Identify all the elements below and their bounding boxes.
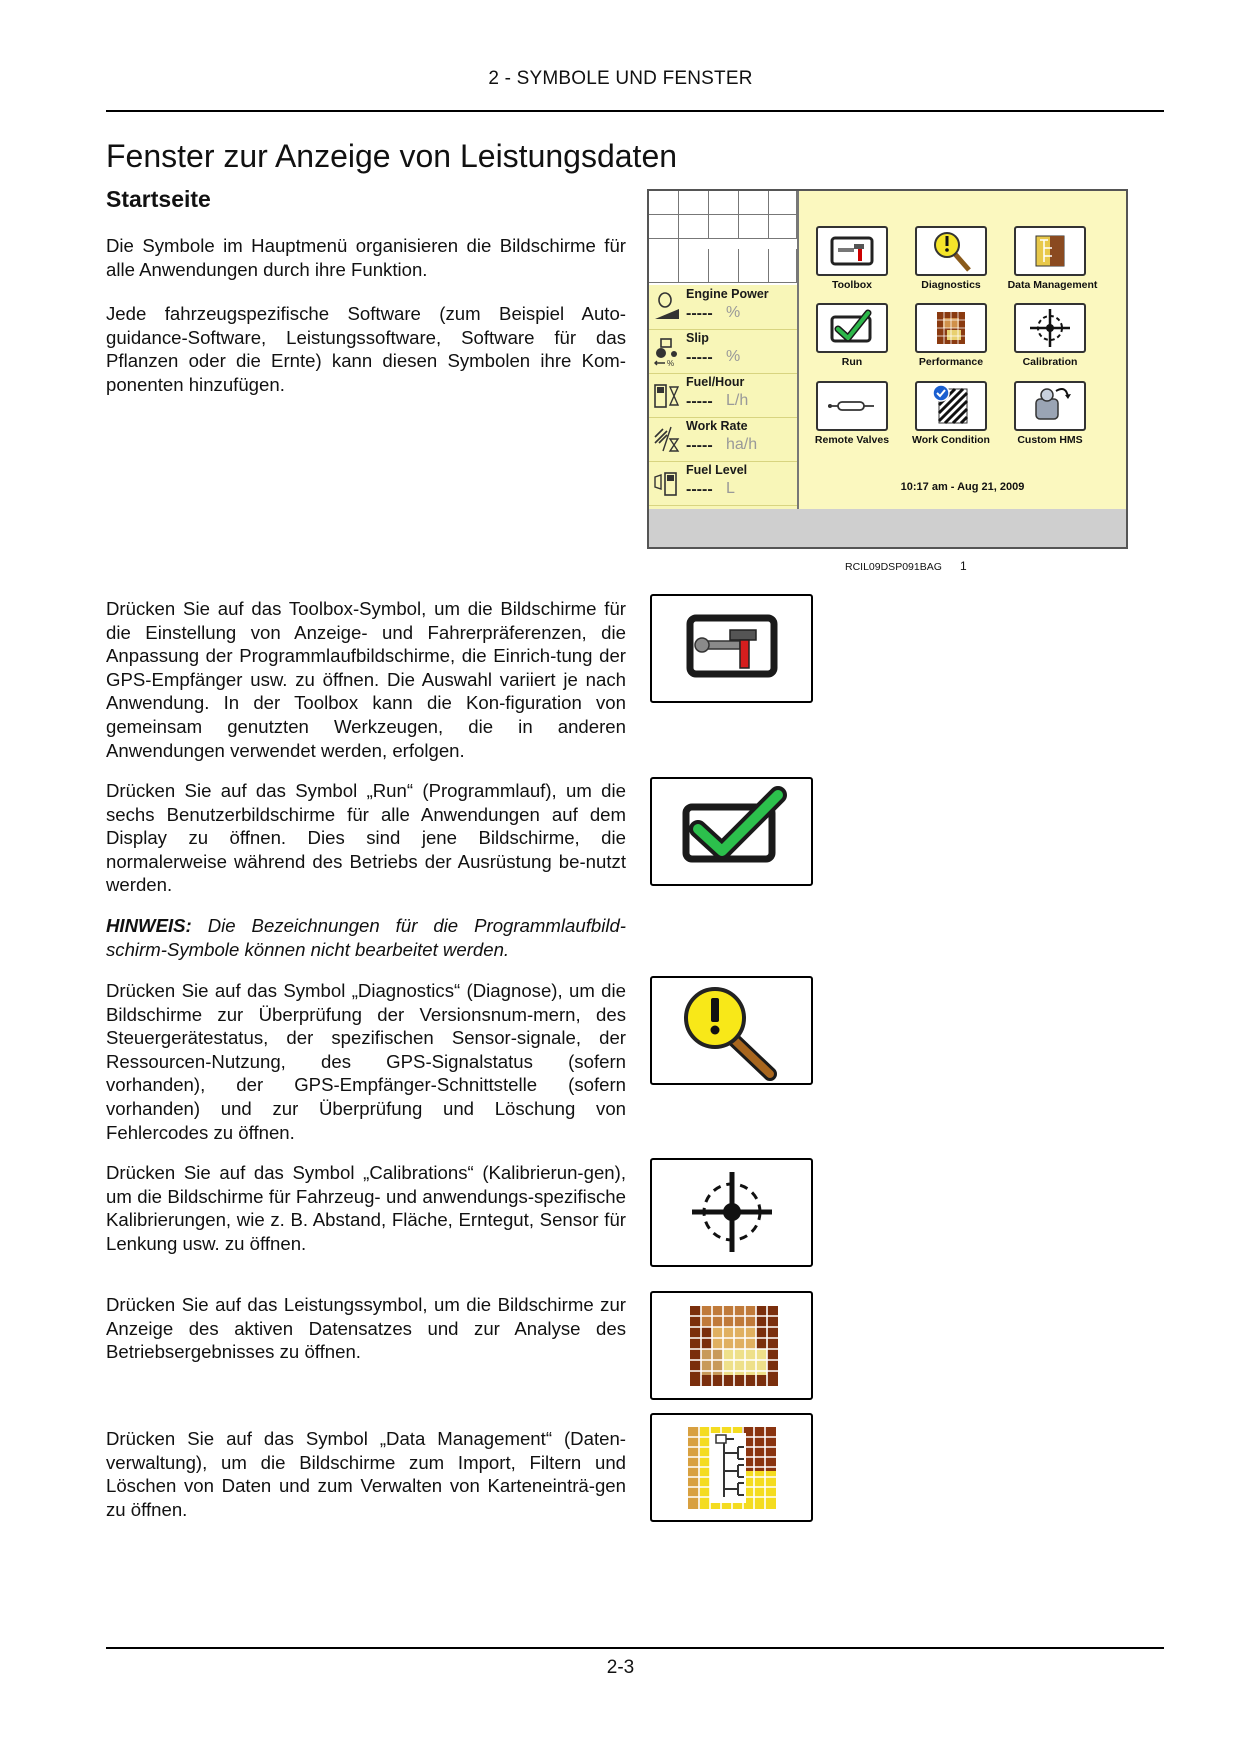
svg-text:%: %: [667, 359, 675, 367]
data-management-icon: [1016, 228, 1084, 274]
metric-label: Slip: [686, 331, 709, 345]
tile-custom-hms[interactable]: [1014, 381, 1086, 431]
data-management-icon: [652, 1415, 811, 1520]
tile-work-condition[interactable]: [915, 381, 987, 431]
toolbox-description: Drücken Sie auf das Toolbox-Symbol, um die Bildschirme für die Einstellung von Anzeige- und Fahrerpräferenzen, die Anpassung der Programmlaufbildschirme, die Einrich-tung der GPS-Empfänger usw. zu öffnen. Die Auswahl variiert je nach Anwendung. In der Toolbox kann die Kon-figuration von gemeinsam genutzten Werkzeugen, die in anderen Anwendungen verwendet werden, erfolgen.: [106, 598, 626, 761]
tile-calibration[interactable]: [1014, 303, 1086, 353]
calibration-description: Drücken Sie auf das Symbol „Calibrations“ (Kalibrierun-gen), um die Bildschirme für Fahrzeug- und anwendungs-spezifische Kalibrierungen, wie z. B. Abstand, Fläche, Erntegut, Sensor für Lenkung usw. zu öffnen.: [106, 1162, 626, 1254]
tile-label: Performance: [918, 356, 984, 368]
tile-data-management[interactable]: [1014, 226, 1086, 276]
metric-value: -----: [686, 481, 713, 498]
metric-value: -----: [686, 437, 713, 454]
metric-value: -----: [686, 349, 713, 366]
remote-valves-icon: [818, 383, 886, 429]
metric-slip: [649, 329, 797, 374]
figure-caption: RCIL09DSP091BAG: [845, 561, 942, 573]
metric-work-rate: [649, 417, 797, 462]
intro-paragraph-2: Jede fahrzeugspezifische Software (zum Beispiel Auto-guidance-Software, Leistungssoftware, Software für das Pflanzen oder die Ernte) kann diesen Symbolen ihre Kom-ponenten hinzufügen.: [106, 303, 626, 395]
engine-icon: [653, 291, 681, 323]
home-screen-figure: [647, 189, 1128, 549]
custom-hms-icon: [1016, 383, 1084, 429]
data-management-icon-large: [650, 1413, 813, 1522]
run-icon-large: [650, 777, 813, 886]
run-description: Drücken Sie auf das Symbol „Run“ (Programmlauf), um die sechs Benutzerbildschirme für alle Anwendungen auf dem Display zu öffnen. Dies sind jene Bildschirme, die normalerweise während des Betriebs der Ausrüstung be-nutzt werden.: [106, 780, 626, 896]
calibration-icon: [1016, 305, 1084, 351]
metric-fuel-hour: [649, 373, 797, 418]
tile-label: Diagnostics: [921, 279, 981, 291]
screen-status-bar: [649, 509, 1126, 547]
metric-value: -----: [686, 305, 713, 322]
tile-run[interactable]: [816, 303, 888, 353]
toolbox-icon-large: [650, 594, 813, 703]
tile-performance[interactable]: [915, 303, 987, 353]
metric-label: Fuel Level: [686, 463, 748, 477]
metric-unit: L: [726, 480, 735, 497]
tile-toolbox[interactable]: [816, 226, 888, 276]
intro-paragraph-1: Die Symbole im Hauptmenü organisieren die Bildschirme für alle Anwendungen durch ihre Funktion.: [106, 235, 626, 280]
note-label: HINWEIS:: [106, 915, 192, 936]
work-condition-icon: [917, 383, 985, 429]
performance-icon: [652, 1293, 811, 1398]
diagnostics-icon: [652, 978, 811, 1083]
page-number: 2-3: [606, 1657, 635, 1678]
fuel-hour-icon: [653, 379, 681, 411]
metric-label: Engine Power: [686, 287, 769, 301]
tile-label: Data Management: [1007, 279, 1098, 291]
running-header: 2 - SYMBOLE UND FENSTER: [488, 68, 753, 89]
run-icon: [652, 779, 811, 884]
page-title: Fenster zur Anzeige von Leistungsdaten: [106, 138, 678, 174]
header-rule: [106, 110, 1164, 112]
metric-unit: %: [726, 348, 741, 365]
tile-remote-valves[interactable]: [816, 381, 888, 431]
tile-label: Custom HMS: [1017, 434, 1083, 446]
diagnostics-icon-large: [650, 976, 813, 1085]
work-rate-icon: [653, 423, 681, 455]
performance-icon-large: [650, 1291, 813, 1400]
toolbox-icon: [652, 596, 811, 701]
tile-label: Run: [841, 356, 863, 368]
note-paragraph: [106, 914, 626, 961]
diagnostics-icon: [917, 228, 985, 274]
figure-number: 1: [960, 559, 967, 573]
screen-grid-area: [649, 191, 799, 285]
metric-value: -----: [686, 393, 713, 410]
metric-unit: ha/h: [726, 436, 758, 453]
metric-unit: L/h: [726, 392, 749, 409]
metrics-panel: [649, 285, 799, 509]
metric-label: Fuel/Hour: [686, 375, 745, 389]
tile-label: Work Condition: [912, 434, 990, 446]
section-subtitle: Startseite: [106, 186, 211, 212]
diagnostics-description: Drücken Sie auf das Symbol „Diagnostics“ (Diagnose), um die Bildschirme zur Überprüfung der Versionsnum-mern, des Steuergerätestatus, der spezifischen Sensor-signale, der Ressourcen-Nutzung, des GPS-Signalstatus (sofern vorhanden), der GPS-Empfänger-Schnittstelle (sofern vorhanden) und zur Überprüfung und Löschung von Fehlercodes zu öffnen.: [106, 980, 626, 1143]
metric-fuel-level: [649, 461, 797, 506]
toolbox-icon: [818, 228, 886, 274]
metric-engine-power: [649, 285, 797, 330]
screen-timestamp: 10:17 am - Aug 21, 2009: [900, 481, 1025, 493]
note-text: Die Bezeichnungen für die Programmlaufbild-schirm-Symbole können nicht bearbeitet werden.: [106, 915, 626, 960]
footer-rule: [106, 1647, 1164, 1649]
performance-description: Drücken Sie auf das Leistungssymbol, um die Bildschirme zur Anzeige des aktiven Datensatzes und zur Analyse des Betriebsergebnisses zu öffnen.: [106, 1294, 626, 1363]
menu-tiles-panel: [799, 191, 1126, 509]
metric-unit: %: [726, 304, 741, 321]
tile-label: Toolbox: [831, 279, 873, 291]
fuel-level-icon: [653, 467, 681, 499]
performance-icon: [917, 305, 985, 351]
metric-label: Work Rate: [686, 419, 748, 433]
data-management-description: Drücken Sie auf das Symbol „Data Management“ (Daten-verwaltung), um die Bildschirme zum Import, Filtern und Löschen von Daten und zum Verwalten von Karteneinträ-gen zu öffnen.: [106, 1428, 626, 1520]
run-icon: [818, 305, 886, 351]
tractor-slip-icon: [653, 335, 681, 367]
calibration-icon: [652, 1160, 811, 1265]
tile-label: Remote Valves: [814, 434, 890, 446]
calibration-icon-large: [650, 1158, 813, 1267]
tile-label: Calibration: [1022, 356, 1078, 368]
tile-diagnostics[interactable]: [915, 226, 987, 276]
